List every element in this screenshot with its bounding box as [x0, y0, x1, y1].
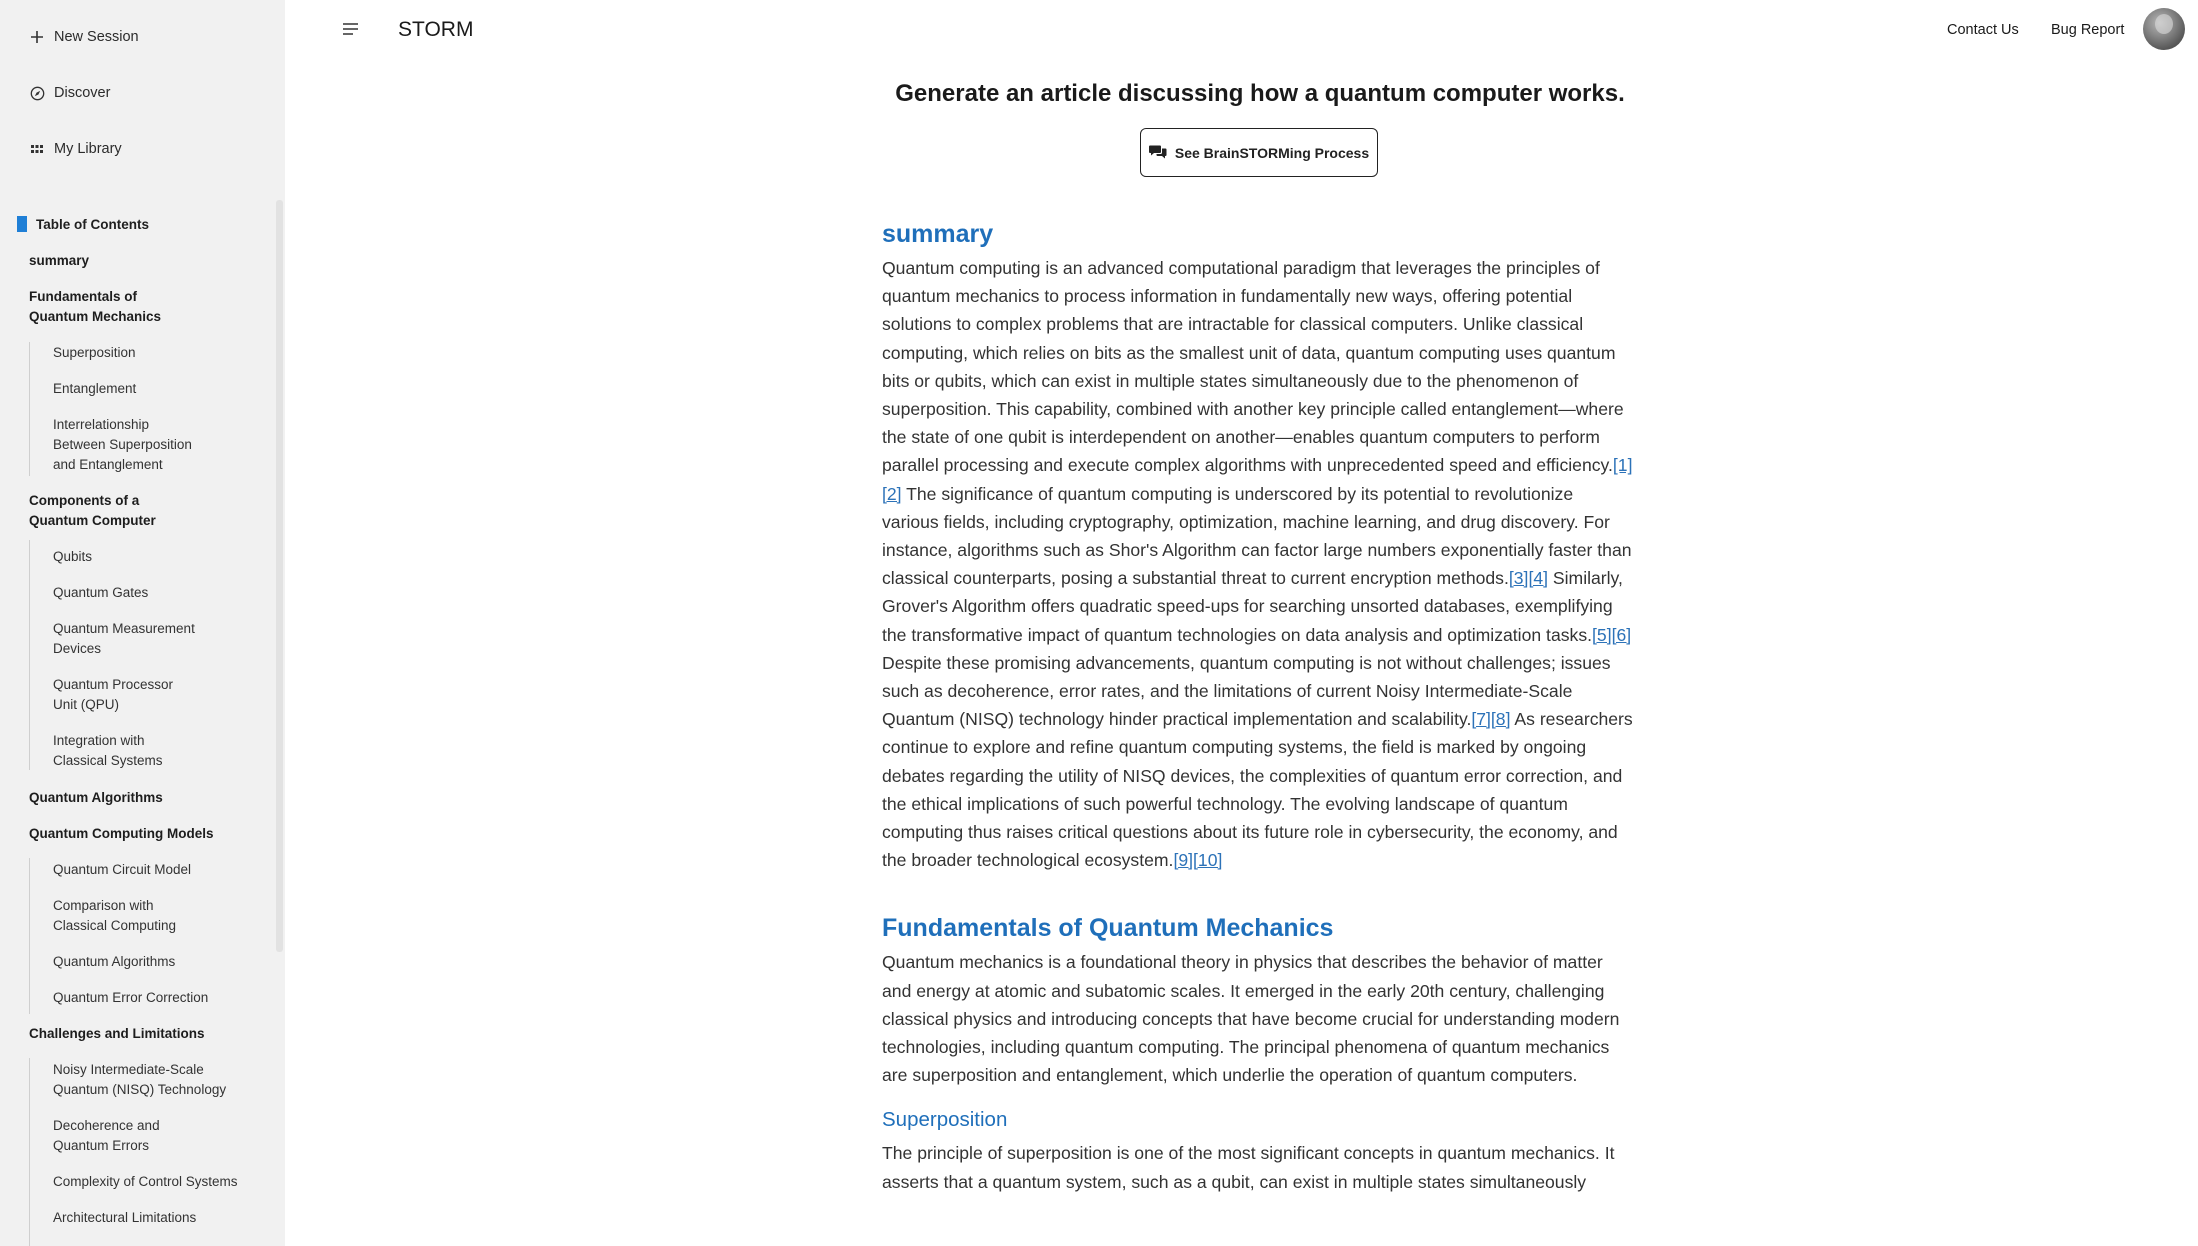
toc-item-control-systems[interactable]: Complexity of Control Systems [53, 1174, 238, 1189]
toc-guide-line [29, 342, 30, 476]
bug-report-link[interactable]: Bug Report [2051, 22, 2125, 38]
summary-paragraph [882, 254, 1634, 874]
summary-text: As researchers continue to explore and refine quantum computing systems, the field is marked by ongoing debates regarding the utility of NISQ devices, the complexities of quantum error correction, and the ethical implications of such powerful technology. The evolving landscape of quantum computing thus raises critical questions about its future role in cybersecurity, the economy, and the broader technological ecosystem. [882, 709, 1633, 871]
grid-icon [28, 140, 46, 158]
toc-item-error-correction[interactable]: Quantum Error Correction [53, 990, 209, 1005]
compass-icon [28, 84, 46, 102]
toc-item-algorithms-sub[interactable]: Quantum Algorithms [53, 954, 176, 969]
toc-item-measurement-devices[interactable]: Quantum Measurement Devices [53, 621, 195, 656]
citation-link[interactable]: [4] [1528, 568, 1548, 589]
toc-item-components[interactable]: Components of a Quantum Computer [29, 493, 156, 528]
toc-item-challenges[interactable]: Challenges and Limitations [29, 1026, 205, 1041]
my-library-nav-item[interactable] [28, 140, 122, 158]
toc-item-summary[interactable]: summary [29, 253, 90, 268]
toc-marker-icon [17, 216, 27, 232]
article-body [882, 214, 1634, 1196]
summary-text: Quantum computing is an advanced computational paradigm that leverages the principles of quantum mechanics to process information in fundamentally new ways, offering potential solutions to complex problems that are intractable for classical computers. Unlike classical computing, which relies on bits as the smallest unit of data, quantum computing uses quantum bits or qubits, which can exist in multiple states simultaneously due to the phenomenon of superposition. This capability, combined with another key principle called entanglement—where the state of one qubit is interdependent on another—enables quantum computers to perform parallel processing and execute complex algorithms with unprecedented speed and efficiency. [882, 258, 1624, 476]
toc-item-quantum-gates[interactable]: Quantum Gates [53, 585, 149, 600]
brainstorm-process-button[interactable] [1140, 128, 1378, 177]
toc-item-qpu[interactable]: Quantum Processor Unit (QPU) [53, 677, 174, 712]
toc-item-entanglement[interactable]: Entanglement [53, 381, 137, 396]
toc-guide-line [29, 858, 30, 1014]
toc-item-architectural[interactable]: Architectural Limitations [53, 1210, 197, 1225]
discover-nav-item[interactable] [28, 84, 110, 102]
page-title: Generate an article discussing how a quantum computer works. [895, 80, 1625, 107]
toc-item-superposition[interactable]: Superposition [53, 345, 136, 360]
citation-link[interactable]: [6] [1611, 624, 1632, 645]
superposition-paragraph: The principle of superposition is one of the most significant concepts in quantum mechanics. It asserts that a quantum system, such as a qubit, can exist in multiple states simultaneously [882, 1143, 1615, 1192]
toc-item-circuit-model[interactable]: Quantum Circuit Model [53, 862, 192, 877]
toc-item-decoherence[interactable]: Decoherence and Quantum Errors [53, 1118, 160, 1153]
toc-title: Table of Contents [36, 216, 149, 232]
summary-text: Despite these promising advancements, quantum computing is not without challenges; issues such as decoherence, error rates, and the limitations of current Noisy Intermediate-Scale Quantum (NISQ) technology hinder practical implementation and scalability. [882, 652, 1611, 730]
avatar[interactable] [2143, 8, 2185, 50]
toc-item-fundamentals[interactable]: Fundamentals of Quantum Mechanics [29, 289, 162, 324]
chat-bubbles-icon [1149, 144, 1167, 162]
citation-link[interactable]: [9] [1173, 850, 1194, 871]
plus-icon [28, 28, 46, 46]
my-library-label: My Library [54, 141, 122, 157]
new-session-label: New Session [54, 29, 139, 45]
sidebar [0, 0, 285, 1246]
citation-link[interactable]: [1] [1612, 455, 1633, 476]
discover-label: Discover [54, 85, 111, 101]
fundamentals-paragraph: Quantum mechanics is a foundational theory in physics that describes the behavior of matter and energy at atomic and subatomic scales. It emerged in the early 20th century, challenging classical physics and introducing concepts that have become crucial for understanding modern technologies, including quantum computing. The principal phenomena of quantum mechanics are superposition and entanglement, which underlie the operation of quantum computers. [882, 952, 1620, 1086]
citation-link[interactable]: [2] [882, 483, 902, 504]
citation-link[interactable]: [10] [1193, 850, 1223, 871]
section-heading-superposition: Superposition [882, 1108, 1008, 1132]
toc-item-integration-classical[interactable]: Integration with Classical Systems [53, 733, 163, 768]
menu-button[interactable] [340, 20, 362, 42]
toc-item-interrelationship[interactable]: Interrelationship Between Superposition and Entanglement [53, 417, 192, 472]
section-heading-summary: summary [882, 220, 994, 248]
citation-link[interactable]: [5] [1592, 624, 1612, 645]
toc-item-comparison-classical[interactable]: Comparison with Classical Computing [53, 898, 177, 933]
toc-guide-line [29, 1058, 30, 1246]
summary-text: The significance of quantum computing is underscored by its potential to revolutionize various fields, including cryptography, optimization, machine learning, and drug discovery. For instance, algorithms such as Shor's Algorithm can factor large numbers exponentially faster than classical counterparts, posing a substantial threat to current encryption methods. [882, 483, 1632, 589]
toc-item-qubits[interactable]: Qubits [53, 549, 93, 564]
summary-text: Similarly, Grover's Algorithm offers quadratic speed-ups for searching unsorted databases, exemplifying the transformative impact of quantum technologies on data analysis and optimization tasks. [882, 568, 1623, 645]
citation-link[interactable]: [7] [1471, 709, 1491, 730]
citation-link[interactable]: [8] [1490, 709, 1511, 730]
new-session-button[interactable] [28, 28, 139, 46]
contact-us-link[interactable]: Contact Us [1947, 22, 2019, 38]
citation-link[interactable]: [3] [1508, 568, 1529, 589]
toc-guide-line [29, 540, 30, 770]
toc-header [17, 216, 149, 232]
toc-scrollbar[interactable] [276, 200, 283, 952]
section-heading-fundamentals: Fundamentals of Quantum Mechanics [882, 914, 1334, 943]
toc-item-quantum-algorithms[interactable]: Quantum Algorithms [29, 790, 163, 805]
brainstorm-button-label: See BrainSTORMing Process [1174, 144, 1370, 161]
menu-icon [343, 22, 359, 40]
toc-item-computing-models[interactable]: Quantum Computing Models [29, 826, 214, 841]
toc-item-nisq[interactable]: Noisy Intermediate-Scale Quantum (NISQ) Technology [53, 1062, 227, 1097]
app-title[interactable]: STORM [398, 18, 474, 41]
